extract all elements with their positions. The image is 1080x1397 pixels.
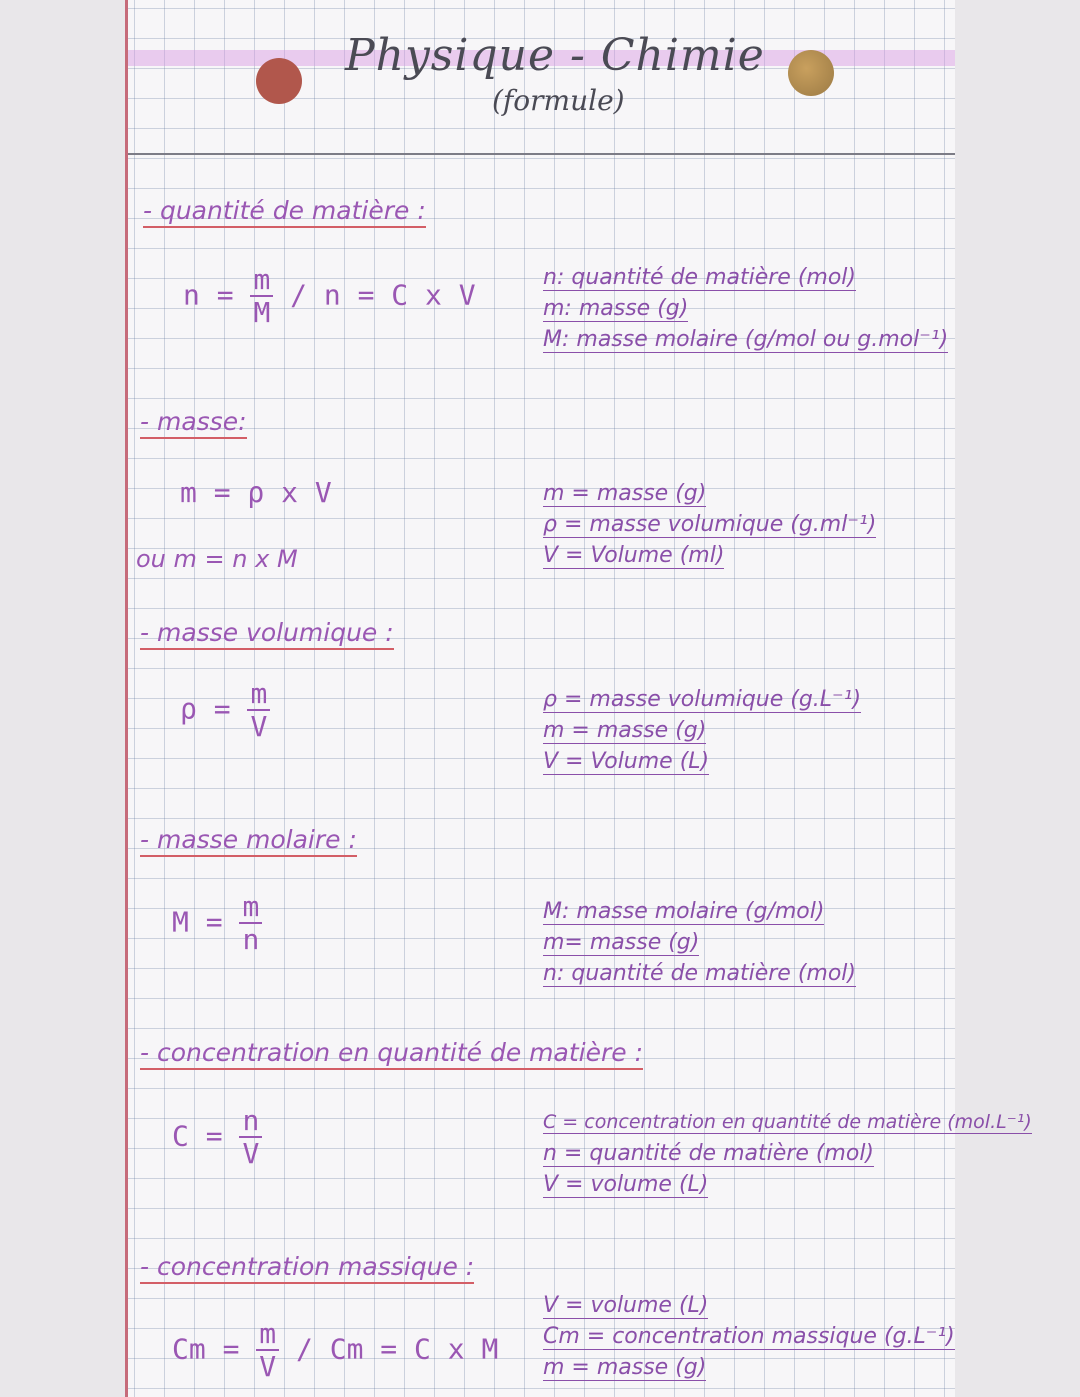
definition-line: m = masse (g): [543, 481, 707, 506]
definition-line: m: masse (g): [543, 296, 689, 321]
section-heading: - masse volumique :: [140, 618, 394, 650]
definition-line: n = quantité de matière (mol): [543, 1141, 875, 1166]
page-subtitle: (formule): [492, 84, 625, 117]
definition-line: ρ = masse volumique (g.ml⁻¹): [543, 512, 877, 537]
section-heading: - concentration en quantité de matière :: [140, 1038, 643, 1070]
fraction-numerator: n: [239, 1107, 262, 1138]
page-title: Physique - Chimie: [345, 30, 765, 81]
fraction-denominator: M: [253, 296, 271, 329]
definition-line: C = concentration en quantité de matière (mol.L⁻¹): [543, 1111, 1032, 1133]
formula-lhs: n =: [183, 278, 234, 312]
header-divider: [128, 153, 955, 155]
definitions: [543, 1290, 955, 1383]
fraction-denominator: V: [259, 1350, 277, 1383]
fraction-numerator: m: [250, 266, 273, 297]
formula-rest: / Cm = C x M: [279, 1332, 499, 1366]
formula: [172, 1104, 262, 1170]
formula: [183, 263, 476, 329]
definition-line: m = masse (g): [543, 1355, 707, 1380]
definition-line: V = Volume (L): [543, 749, 710, 774]
section-heading: - quantité de matière :: [143, 196, 426, 228]
definition-line: m = masse (g): [543, 718, 707, 743]
definition-line: V = Volume (ml): [543, 543, 725, 568]
definitions: [543, 684, 861, 777]
definitions: [543, 262, 948, 355]
fraction-numerator: m: [247, 680, 270, 711]
definition-line: Cm = concentration massique (g.L⁻¹): [543, 1324, 955, 1349]
definition-line: M: masse molaire (g/mol ou g.mol⁻¹): [543, 327, 949, 352]
decor-dot-left: [256, 58, 302, 104]
formula: [180, 677, 270, 743]
definition-line: V = volume (L): [543, 1293, 709, 1318]
section-heading: - concentration massique :: [140, 1252, 474, 1284]
definitions: [543, 896, 856, 989]
definition-line: V = volume (L): [543, 1172, 709, 1197]
formula-lhs: Cm =: [172, 1332, 240, 1366]
definition-line: M: masse molaire (g/mol): [543, 899, 825, 924]
formula-rest: / n = C x V: [273, 278, 476, 312]
fraction-numerator: m: [239, 893, 262, 924]
fraction-denominator: V: [250, 710, 268, 743]
fraction-denominator: V: [242, 1137, 260, 1170]
definition-line: n: quantité de matière (mol): [543, 265, 856, 290]
fraction: [239, 890, 262, 956]
formula-lhs: ρ =: [180, 692, 231, 726]
fraction: [247, 677, 270, 743]
fraction-denominator: n: [242, 923, 260, 956]
fraction-numerator: m: [256, 1320, 279, 1351]
section-heading: - masse molaire :: [140, 825, 357, 857]
formula: [172, 890, 262, 956]
formula: [172, 1317, 499, 1383]
definition-line: m= masse (g): [543, 930, 700, 955]
formula: m = ρ x V: [180, 476, 332, 509]
fraction: [250, 263, 273, 329]
definition-line: ρ = masse volumique (g.L⁻¹): [543, 687, 862, 712]
definitions: [543, 478, 876, 571]
fraction: [239, 1104, 262, 1170]
formula-lhs: M =: [172, 905, 223, 939]
fraction: [256, 1317, 279, 1383]
alt-formula: ou m = n x M: [136, 545, 298, 573]
definitions: [543, 1107, 1032, 1200]
decor-dot-right: [788, 50, 834, 96]
definition-line: n: quantité de matière (mol): [543, 961, 856, 986]
section-heading: - masse:: [140, 407, 247, 439]
formula-lhs: C =: [172, 1119, 223, 1153]
